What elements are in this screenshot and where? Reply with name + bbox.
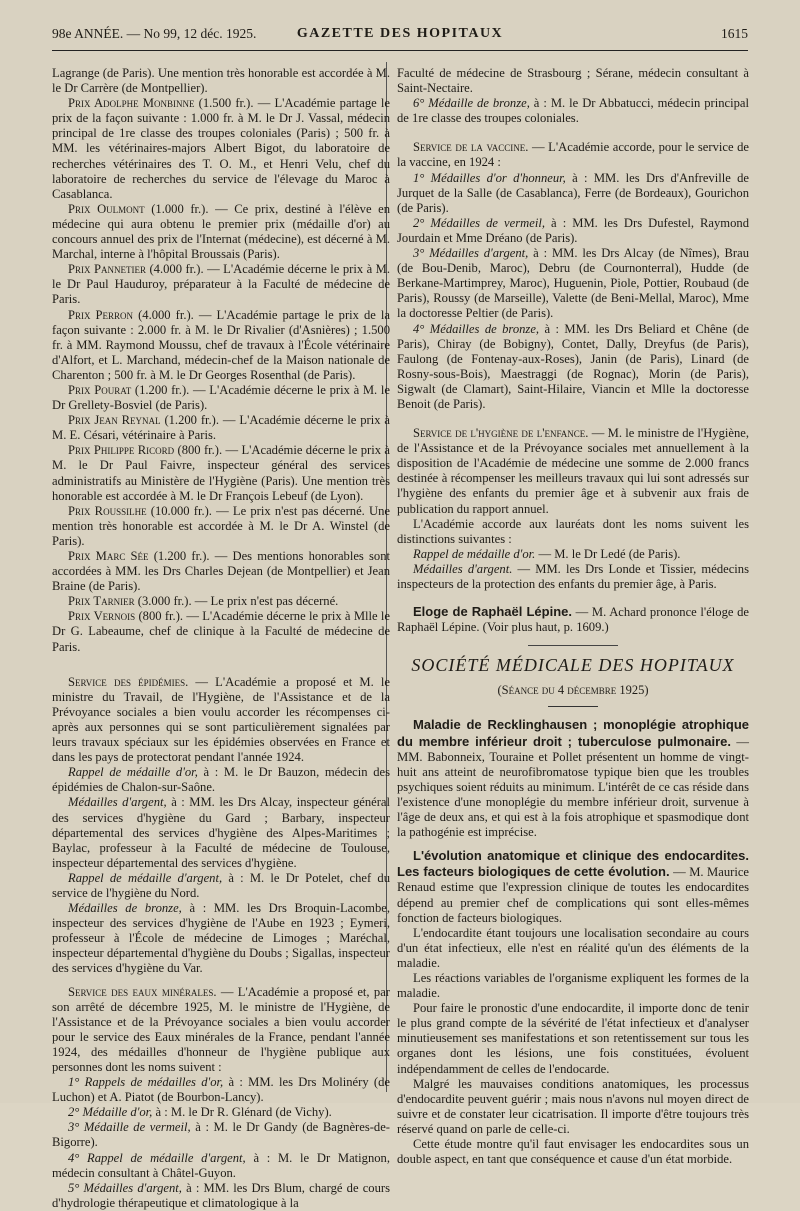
right-column (397, 66, 749, 1167)
award-label: Rappel de médaille d'or, (68, 765, 198, 780)
award-label: 3° Médailles d'argent, (413, 246, 529, 261)
journal-title: GAZETTE DES HOPITAUX (296, 26, 504, 41)
award-body: à : M. le Dr Matignon, médecin consultant à Châtel-Guyon. (52, 1150, 391, 1180)
prize-body: (1.200 fr.). — L'Académie décerne le prix à M. le Dr Grellety-Bosviel (de Paris). (52, 382, 390, 413)
article-paragraph (397, 717, 749, 840)
section-body: — L'Académie accorde, pour le service de la vaccine, en 1924 : (397, 140, 749, 170)
paragraph: Lagrange (de Paris). Une mention très honorable est accordée à M. le Dr Carrère (de Montpellier). (52, 66, 390, 96)
section-paragraph (397, 140, 749, 170)
award-paragraph (52, 871, 390, 901)
award-body: à : M. le Dr Bauzon, médecin des épidémies de Chalon-sur-Saône. (52, 765, 390, 795)
paragraph: Malgré les mauvaises conditions anatomiques, les processus d'endocardite peuvent guérir ; mais nous n'avons nul moyen direct de suivre et de constater leur cicatrisation. Il importe d'être toujours très réservé quand on parle de celle-ci. (397, 1076, 749, 1136)
section-body: — L'Académie a proposé et, par son arrêté de décembre 1925, M. le ministre de l'Hygiène, de l'Assistance et de la Prévoyance sociales a bien voulu accorder pour le service des Eaux minérales de la France, pendant l'année 1924, des médailles d'honneur de l'hygiène publique aux personnes dont les noms suivent : (52, 984, 390, 1074)
award-label: 4° Médailles de bronze, (413, 321, 540, 336)
award-paragraph (52, 901, 390, 976)
prize-title: Prix Tarnier (68, 594, 135, 609)
prize-paragraph (52, 594, 390, 609)
award-label: 3° Médaille de vermeil, (68, 1120, 191, 1135)
prize-title: Prix Roussilhe (68, 503, 147, 518)
section-title: Service des eaux minérales. (68, 984, 217, 999)
award-body: à : M. le Dr Gandy (de Bagnères-de-Bigorre). (52, 1120, 390, 1150)
prize-body: (4.000 fr.). — L'Académie partage le prix de la façon suivante : 2.000 fr. à M. le Dr Rivalier (d'Asnières) ; 1.500 fr. à MM. Raymond Moussu, chef de travaux à l'École vétérinaire d'Alfort, et L. Marchand, médecin-chef de la Maison nationale de Charenton ; 500 fr. à M. le Dr Georges Rosenthal (de Paris). (52, 307, 390, 382)
paragraph: Pour faire le pronostic d'une endocardite, il importe donc de tenir le plus grand compte de la sévérité de l'état infectieux et d'analyser minutieusement ses manifestations et son retentissement sur tous les organes dont les lésions, une fois constituées, évoluent indépendamment de celles de l'endocarde. (397, 1001, 749, 1076)
award-label: Médailles d'argent, (68, 795, 167, 810)
prize-paragraph (52, 549, 390, 594)
award-body: à : MM. les Drs Alcay, inspecteur général des services d'hygiène du Gard ; Barbary, inspecteur départemental des services d'hygiène des Alpes-Maritimes ; Baylac, professeur à la Faculté de médecine de Toulouse, inspecteur départemental des services d'hygiène. (52, 795, 390, 870)
award-label: Médailles de bronze, (68, 901, 182, 916)
award-body: à : MM. les Drs Beliard et Chêne (de Paris), Chiray (de Bobigny), Contet, Dally, Dreyfus (de Paris), Faulong (de Fontenay-aux-Roses), Janin (de Paris), Linard (de Rosny-sous-Bois), Maestraggi (de Rognac), Morin (de Paris), Sigwalt (de Clamart), Saint-Hilaire, Viancin et Mlle la doctoresse Benoit (de Paris). (397, 321, 749, 411)
section-body: — L'Académie a proposé et M. le ministre du Travail, de l'Hygiène, de l'Assistance et de la Prévoyance sociales a bien voulu accorder les récompenses ci-après aux personnes qui se sont particulièrement signalées par leurs travaux spéciaux sur les épidémies observées en France et dans les pays de protectorat pendant l'année 1924. (52, 674, 390, 765)
award-paragraph (52, 765, 390, 795)
prize-body: (800 fr.). — L'Académie décerne le prix à Mlle le Dr G. Labeaume, chef de clinique à la Faculté de médecine de Paris. (52, 609, 390, 654)
award-body: à : MM. les Drs Dufestel, Raymond Jourdain et Mme Dréano (de Paris). (397, 215, 749, 245)
award-label: 4° Rappel de médaille d'argent, (68, 1150, 246, 1165)
prize-paragraph (52, 609, 390, 654)
award-body: à : MM. les Drs Blum, chargé de cours d'hydrologie thérapeutique et climatologique à la (52, 1180, 390, 1210)
prize-body: (1.500 fr.). — L'Académie partage le prix de la façon suivante : 1.000 fr. à M. le Dr J. Vassal, médecin principal de 1re classe des troupes coloniales (Paris) ; 500 fr. à MM. les vétérinaires-majors Albert Bigot, du laboratoire de recherches vétérinaires des T. O. M., et Henri Velu, chef du laboratoire de recherches du service de l'élevage du Maroc à Casablanca. (52, 96, 390, 201)
prize-title: Prix Adolphe Monbinne (68, 96, 195, 111)
article-body: — MM. Babonneix, Touraine et Pollet présentent un homme de vingt-huit ans atteint de neurofibromatose typique bien que les troubles psychiques soient réduits au minimum. L'intérêt de ce cas réside dans l'existence d'une monoplégie du membre inférieur droit, survenue à l'âge de deux ans, et qui est à la fois atrophique et spasmodique dont la pathogénie est imprécise. (397, 734, 749, 840)
award-paragraph (52, 1181, 390, 1211)
prize-body: (1.000 fr.). — Ce prix, destiné à l'élève en médecine qui aura obtenu le premier prix (médaille d'or) au concours annuel des prix de l'Internat (médecine), est décerné à M. Marchal, interne à l'hôpital Broussais (Paris). (52, 201, 390, 262)
award-paragraph (52, 1151, 390, 1181)
section-rule (528, 645, 618, 646)
prize-title: Prix Marc Sée (68, 549, 149, 563)
article-paragraph (397, 848, 749, 925)
award-paragraph (52, 1105, 390, 1120)
award-paragraph (397, 246, 749, 321)
prize-body: (4.000 fr.). — L'Académie décerne le prix à M. le Dr Paul Hauduroy, préparateur à la Faculté de médecine de Paris. (52, 262, 391, 307)
award-label: 1° Médailles d'or d'honneur, (413, 170, 566, 185)
prize-body: (3.000 fr.). — Le prix n'est pas décerné. (134, 594, 339, 609)
prize-paragraph (52, 202, 390, 262)
prize-paragraph (52, 308, 390, 383)
award-body: — MM. les Drs Londe et Tissier, médecins inspecteurs de la protection des enfants du premier âge, à Paris. (397, 561, 749, 591)
eloge-title: Eloge de Raphaël Lépine. (413, 604, 572, 620)
award-body: à : MM. les Drs Molinéry (de Luchon) et A. Piatot (de Bourbon-Lancy). (52, 1075, 390, 1105)
prize-paragraph (52, 413, 390, 443)
article-body: — M. Maurice Renaud estime que l'expression clinique de toutes les endocardites dépend au premier chef de complications qui sont elles-mêmes fonction de facteurs biologiques. (397, 865, 750, 925)
prize-body: (10.000 fr.). — Le prix n'est pas décerné. Une mention très honorable est accordée à M. le Dr A. Winstel (de Paris). (52, 503, 390, 548)
society-rule (548, 706, 598, 707)
award-label: 6° Médaille de bronze, (413, 96, 530, 111)
award-body: à : MM. les Drs Broquin-Lacombe, inspecteur des services d'hygiène de l'Aube en 1923 ; Eymeri, professeur à l'École de médecine de Limoges ; Maréchal, inspecteur départemental d'hygiène du Doubs ; Sigallas, inspecteur des services d'hygiène du Var. (52, 901, 390, 976)
award-label: 5° Médailles d'argent, (68, 1180, 182, 1195)
paragraph: L'Académie accorde aux lauréats dont les noms suivent les distinctions suivantes : (397, 516, 749, 546)
section-title: Service de l'hygiène de l'enfance. (413, 426, 589, 441)
award-paragraph (397, 96, 749, 126)
section-paragraph (52, 675, 390, 766)
running-header (52, 26, 748, 48)
prize-paragraph (52, 262, 390, 307)
award-label: Médailles d'argent. (413, 561, 513, 576)
paragraph: Faculté de médecine de Strasbourg ; Sérane, médecin consultant à Saint-Nectaire. (397, 66, 749, 96)
prize-title: Prix Pourat (68, 382, 132, 397)
issue-line: 98e ANNÉE. — No 99, 12 déc. 1925. (52, 26, 257, 41)
prize-title: Prix Vernois (68, 609, 136, 624)
section-title: Service des épidémies. (68, 674, 189, 689)
award-paragraph (397, 562, 749, 592)
prize-body: (800 fr.). — L'Académie décerne le prix à M. le Dr Paul Faivre, inspecteur général des services administratifs au Ministère de l'Hygiène (Paris). Une mention très honorable est accordée à M. le Dr François Lebeuf (de Lyon). (52, 443, 390, 503)
spacer (52, 655, 390, 667)
page-number: 1615 (721, 26, 748, 41)
prize-paragraph (52, 504, 390, 549)
prize-title: Prix Jean Reynal (68, 413, 161, 428)
award-label: 2° Médaille d'or, (68, 1105, 153, 1120)
prize-paragraph (52, 96, 390, 202)
prize-title: Prix Philippe Ricord (68, 443, 175, 458)
left-column (52, 66, 390, 1211)
award-body: — M. le Dr Ledé (de Paris). (535, 546, 681, 561)
section-body: — M. le ministre de l'Hygiène, de l'Assistance et de la Prévoyance sociales met annuellement à la disposition de l'Académie de médecine une somme de 2.000 francs destinée à récompenser les meilleurs travaux qui lui sont adressés sur l'hygiène des enfants du premier âge et à subvenir aux frais de publication du rapport annuel. (397, 426, 750, 516)
award-paragraph (52, 1075, 390, 1105)
award-paragraph (397, 216, 749, 246)
award-body: à : M. le Dr Abbatucci, médecin principal de 1re classe des troupes coloniales. (397, 96, 750, 126)
session-date: (Séance du 4 décembre 1925) (497, 683, 649, 698)
header-rule (52, 50, 748, 51)
section-paragraph (52, 985, 390, 1076)
prize-body: (1.200 fr.). — L'Académie décerne le prix à M. E. Césari, vétérinaire à Paris. (52, 413, 391, 443)
award-body: à : M. le Dr Potelet, chef du service de l'hygiène du Nord. (52, 870, 390, 900)
award-paragraph (52, 1120, 390, 1150)
award-paragraph (52, 795, 390, 870)
award-body: à : MM. les Drs d'Anfreville de Jurquet de la Salle (de Casablanca), Ferre (de Bordeaux), Gourichon (de Paris). (397, 170, 749, 215)
prize-paragraph (52, 383, 390, 413)
award-paragraph (397, 171, 749, 216)
prize-body: (1.200 fr.). — Des mentions honorables sont accordées à MM. les Drs Charles Dejean (de Montpellier) et Jean Braine (de Paris). (52, 549, 390, 594)
award-body: à : MM. les Drs Alcay (de Nîmes), Brau (de Bou-Denib, Maroc), Debru (de Cournonterral), Hudde (de Berkane-Martimprey, Maroc), Huguenin, Piole, Pottier, Roubaud (de Paris), Roussy (de Marseille), Valette (de Beni-Mellal, Maroc), Mme la doctoresse Peltier (de Paris). (397, 246, 750, 321)
award-label: Rappel de médaille d'or. (413, 546, 536, 561)
paragraph: Les réactions variables de l'organisme expliquent les formes de la maladie. (397, 970, 749, 1001)
award-body: à : M. le Dr R. Glénard (de Vichy). (152, 1105, 332, 1120)
prize-paragraph (52, 443, 390, 503)
award-paragraph (397, 322, 749, 413)
award-label: 1° Rappels de médailles d'or, (68, 1075, 224, 1090)
paragraph: Cette étude montre qu'il faut envisager les endocardites sous un double aspect, en tant que conséquence et cause d'un état morbide. (397, 1137, 749, 1167)
prize-title: Prix Oulmont (68, 201, 145, 216)
eloge-paragraph (397, 604, 749, 635)
society-title: SOCIÉTÉ MÉDICALE DES HOPITAUX (411, 655, 735, 676)
section-title: Service de la vaccine. (413, 140, 529, 155)
prize-title: Prix Pannetier (68, 262, 146, 277)
article-title: L'évolution anatomique et clinique des endocardites. Les facteurs biologiques de cette évolution. (397, 848, 749, 880)
article-title: Maladie de Recklinghausen ; monoplégie atrophique du membre inférieur droit ; tuberculose pulmonaire. (397, 717, 749, 749)
section-paragraph (397, 426, 749, 517)
eloge-body: — M. Achard prononce l'éloge de Raphaël Lépine. (Voir plus haut, p. 1609.) (397, 605, 750, 635)
paragraph: L'endocardite étant toujours une localisation secondaire au cours d'un état infectieux, elle n'est en réalité qu'un des éléments de la maladie. (397, 925, 749, 970)
award-paragraph (397, 547, 749, 562)
award-label: 2° Médailles de vermeil, (413, 215, 545, 230)
award-label: Rappel de médaille d'argent, (68, 870, 223, 885)
prize-title: Prix Perron (68, 307, 134, 322)
